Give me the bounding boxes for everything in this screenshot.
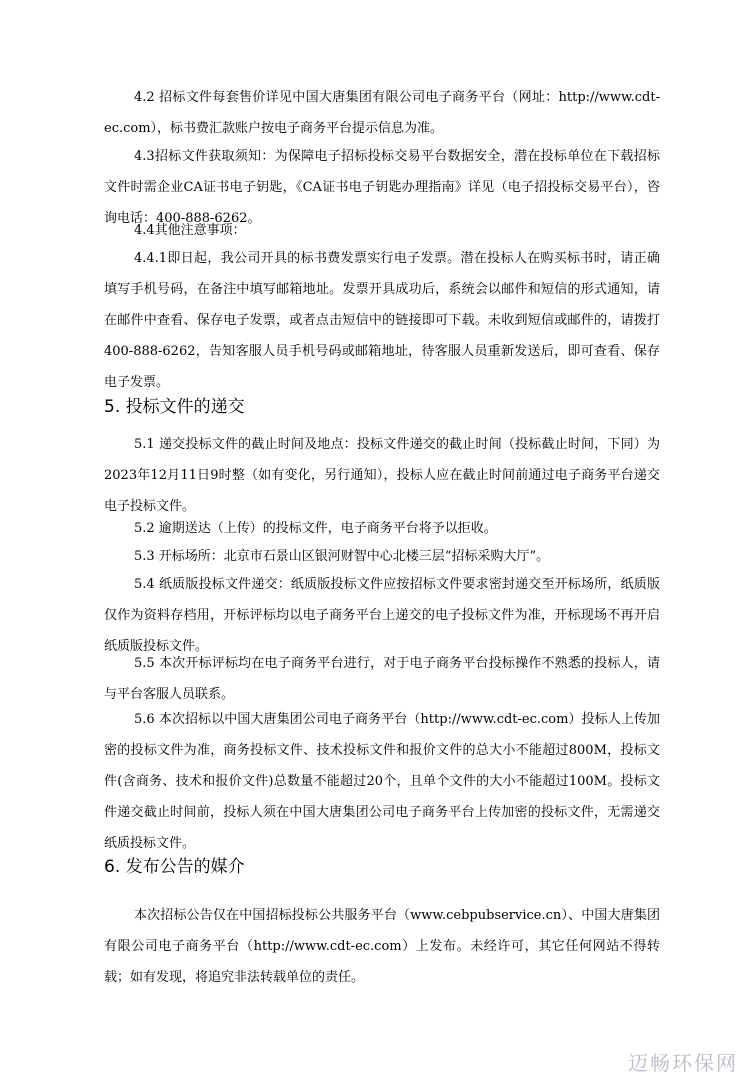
paragraph-6: 本次招标公告仅在中国招标投标公共服务平台（www.cebpubservice.cn）、中国大唐集团有限公司电子商务平台（http://www.cdt-ec.com）上发布。未经许可，其它任何网站不得转载；如有发现，将追究非法转载单位的责任。	[104, 908, 660, 985]
site-watermark: 迈畅环保网	[628, 1051, 738, 1075]
paragraph-5-2: 5.2 逾期送达（上传）的投标文件，电子商务平台将予以拒收。	[134, 521, 497, 536]
section-heading-6: 6. 发布公告的媒介	[104, 857, 245, 877]
paragraph-5-3: 5.3 开标场所：北京市石景山区银河财智中心北楼三层“招标采购大厅”。	[134, 549, 550, 564]
paragraph-5-6: 5.6 本次招标以中国大唐集团公司电子商务平台（http://www.cdt-ec.com）投标人上传加密的投标文件为准，商务投标文件、技术投标文件和报价文件的总大小不能超过800M，投标文件(含商务、技术和报价文件)总数量不能超过20个，且单个文件的大小不能超过100M。投标文件递交截止时间前，投标人须在中国大唐集团公司电子商务平台上传加密的投标文件，无需递交纸质投标文件。	[104, 712, 660, 851]
section-heading-5: 5. 投标文件的递交	[104, 397, 245, 417]
paragraph-5-1: 5.1 递交投标文件的截止时间及地点：投标文件递交的截止时间（投标截止时间，下同）为2023年12月11日9时整（如有变化，另行通知），投标人应在截止时间前通过电子商务平台递交电子投标文件。	[104, 437, 660, 514]
paragraph-4-3: 4.3招标文件获取须知：为保障电子招标投标交易平台数据安全，潜在投标单位在下载招标文件时需企业CA证书电子钥匙，《CA证书电子钥匙办理指南》详见（电子招投标交易平台），咨询电话：400-888-6262。	[104, 149, 660, 226]
paragraph-4-2: 4.2 招标文件每套售价详见中国大唐集团有限公司电子商务平台（网址：http://www.cdt-ec.com），标书费汇款账户按电子商务平台提示信息为准。	[104, 90, 660, 136]
paragraph-4-4: 4.4其他注意事项：	[134, 223, 246, 238]
paragraph-4-4-1: 4.4.1即日起，我公司开具的标书费发票实行电子发票。潜在投标人在购买标书时，请正确填写手机号码，在备注中填写邮箱地址。发票开具成功后，系统会以邮件和短信的形式通知，请在邮件中查看、保存电子发票，或者点击短信中的链接即可下载。未收到短信或邮件的，请拨打400-888-6262，告知客服人员手机号码或邮箱地址，待客服人员重新发送后，即可查看、保存电子发票。	[104, 251, 660, 390]
paragraph-5-4: 5.4 纸质版投标文件递交：纸质版投标文件应按招标文件要求密封递交至开标场所，纸质版仅作为资料存档用，开标评标均以电子商务平台上递交的电子投标文件为准，开标现场不再开启纸质版投标文件。	[104, 577, 660, 654]
paragraph-5-5: 5.5 本次开标评标均在电子商务平台进行，对于电子商务平台投标操作不熟悉的投标人，请与平台客服人员联系。	[104, 656, 660, 702]
